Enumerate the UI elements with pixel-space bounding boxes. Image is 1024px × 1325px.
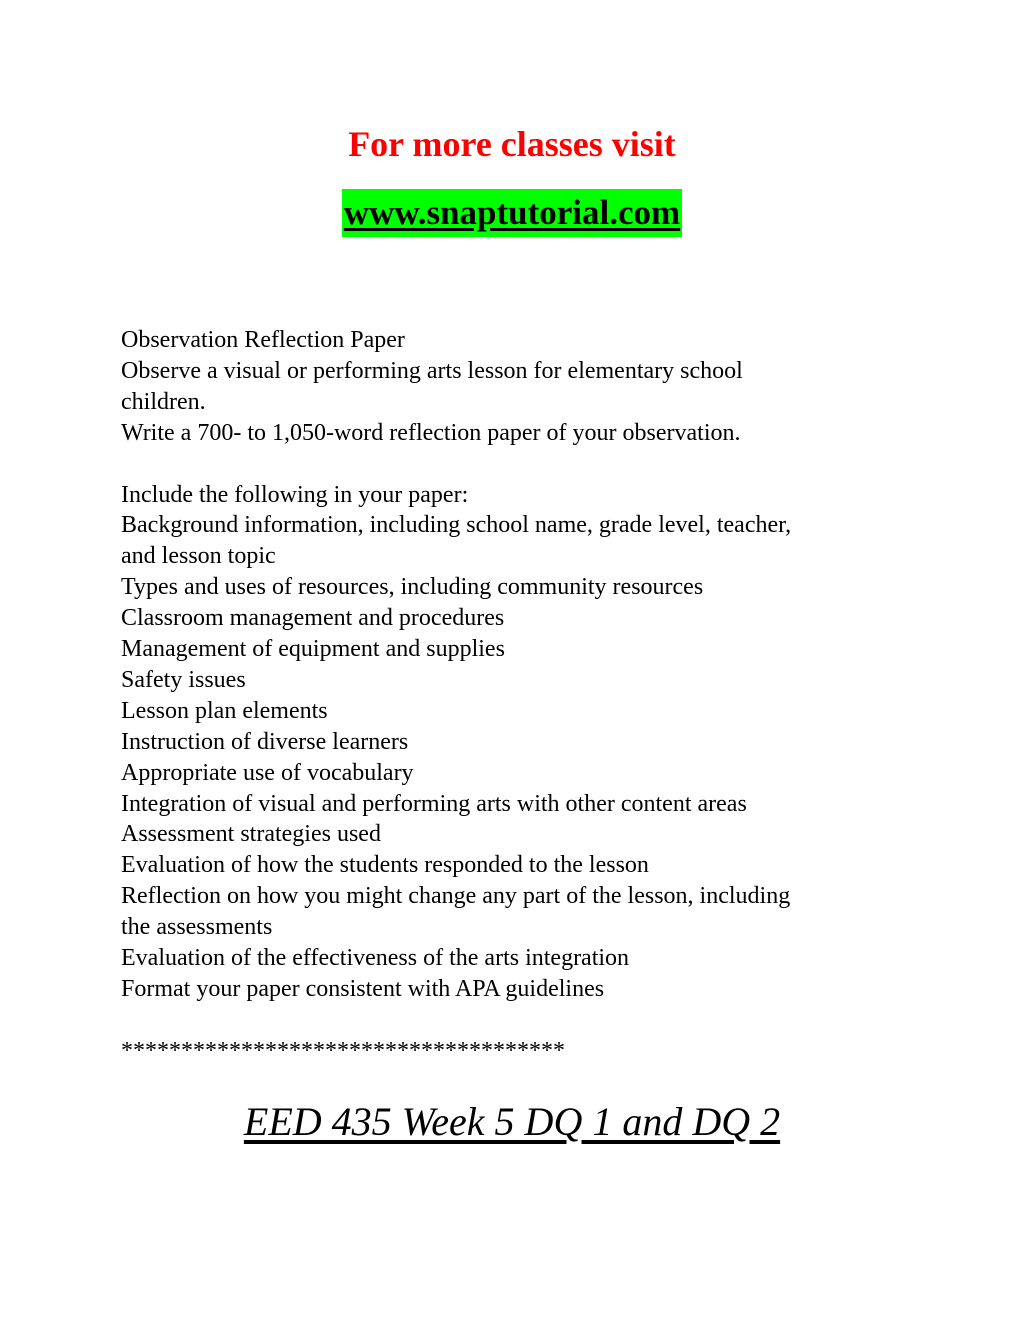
requirement-item: Appropriate use of vocabulary (121, 759, 414, 786)
requirement-item: Instruction of diverse learners (121, 728, 409, 755)
requirement-item: Lesson plan elements (121, 697, 328, 724)
requirement-item: Integration of visual and performing arts with other content areas (121, 790, 747, 817)
intro-line: Observe a visual or performing arts lesson for elementary school (121, 357, 743, 384)
paragraph-gap (121, 1005, 911, 1036)
requirement-item: Types and uses of resources, including community resources (121, 574, 704, 601)
requirement-item: Reflection on how you might change any part of the lesson, including (121, 883, 791, 910)
requirement-item: Safety issues (121, 666, 246, 693)
requirement-item: Management of equipment and supplies (121, 636, 505, 663)
requirement-item: Classroom management and procedures (121, 605, 505, 632)
requirement-item: Background information, including school name, grade level, teacher, (121, 512, 792, 539)
requirement-item: the assessments (121, 914, 273, 941)
promo-link-container (0, 189, 1024, 237)
requirements-lead: Include the following in your paper: (121, 481, 469, 508)
paragraph-gap (121, 449, 911, 480)
promo-heading: For more classes visit (348, 124, 676, 164)
intro-line: children. (121, 388, 206, 415)
requirement-item: and lesson topic (121, 543, 276, 570)
requirement-item: Evaluation of how the students responded to the lesson (121, 852, 649, 879)
assignment-body (121, 325, 911, 1067)
requirement-item: Format your paper consistent with APA guidelines (121, 976, 605, 1003)
assignment-heading: Observation Reflection Paper (121, 327, 405, 353)
asterisk-separator: ************************************* (121, 1037, 565, 1064)
website-link[interactable]: www.snaptutorial.com (342, 189, 682, 237)
requirement-item: Assessment strategies used (121, 821, 381, 848)
requirement-item: Evaluation of the effectiveness of the arts integration (121, 945, 630, 972)
intro-line: Write a 700- to 1,050-word reflection paper of your observation. (121, 419, 741, 446)
course-title: EED 435 Week 5 DQ 1 and DQ 2 (243, 1099, 781, 1144)
